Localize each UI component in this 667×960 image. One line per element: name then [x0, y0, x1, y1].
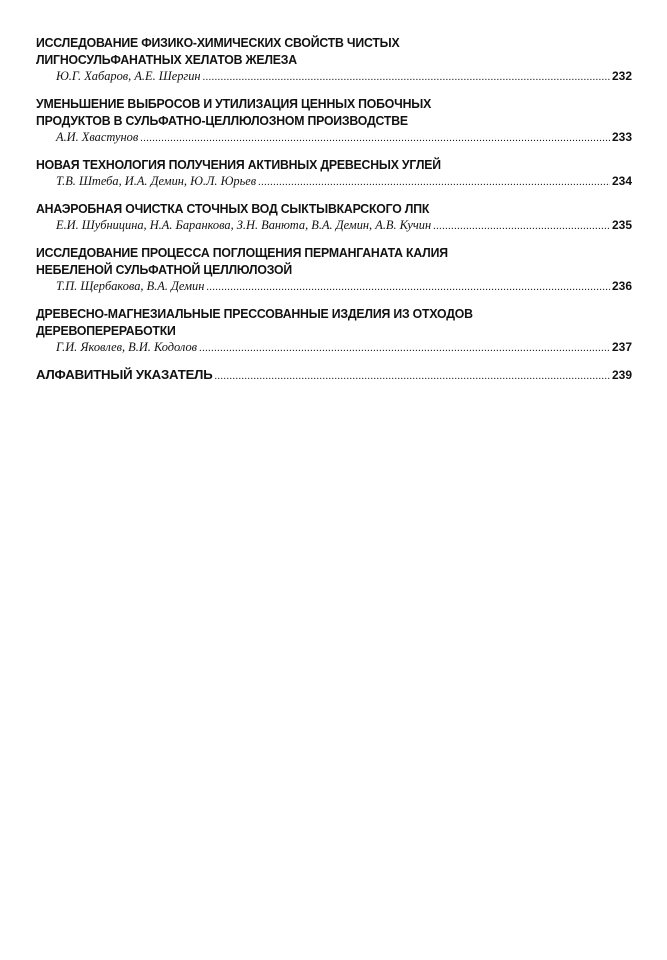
toc-entry-title: НЕБЕЛЕНОЙ СУЛЬФАТНОЙ ЦЕЛЛЮЛОЗОЙ: [36, 262, 293, 277]
toc-entry-authors: Ю.Г. Хабаров, А.Е. Шергин: [56, 69, 201, 83]
dot-leader: [203, 70, 610, 86]
dot-leader: [433, 219, 610, 235]
toc-entry-title: ПРОДУКТОВ В СУЛЬФАТНО-ЦЕЛЛЮЛОЗНОМ ПРОИЗВОДСТВЕ: [36, 113, 408, 128]
toc-entry-authors: А.И. Хвастунов: [56, 130, 139, 144]
toc-entry-page: 233: [611, 130, 632, 144]
toc-entry-title: ИССЛЕДОВАНИЕ ФИЗИКО-ХИМИЧЕСКИХ СВОЙСТВ ЧИСТЫХ: [36, 35, 400, 50]
toc-index-page: 239: [611, 368, 632, 382]
toc-entry-authors-line: [36, 217, 632, 235]
dot-leader: [140, 131, 610, 147]
toc-entry[interactable]: [36, 244, 632, 296]
toc-entry[interactable]: [36, 34, 632, 86]
dot-leader: [215, 371, 610, 382]
toc-entry-title: НОВАЯ ТЕХНОЛОГИЯ ПОЛУЧЕНИЯ АКТИВНЫХ ДРЕВЕСНЫХ УГЛЕЙ: [36, 157, 441, 172]
toc-index-line: [36, 366, 632, 383]
toc-entry-title: ДЕРЕВОПЕРЕРАБОТКИ: [36, 323, 176, 338]
toc-entry-authors-line: [36, 278, 632, 296]
toc-entry-page: 237: [611, 340, 632, 354]
toc-index-entry[interactable]: [36, 366, 632, 383]
toc-entry-page: 236: [611, 279, 632, 293]
toc-entry[interactable]: [36, 95, 632, 147]
dot-leader: [206, 280, 610, 296]
toc-entry-title: ИССЛЕДОВАНИЕ ПРОЦЕССА ПОГЛОЩЕНИЯ ПЕРМАНГАНАТА КАЛИЯ: [36, 245, 448, 260]
toc-entry-page: 232: [611, 69, 632, 83]
dot-leader: [199, 341, 610, 357]
toc-entry-authors-line: [36, 339, 632, 357]
toc-entry-title: ЛИГНОСУЛЬФАНАТНЫХ ХЕЛАТОВ ЖЕЛЕЗА: [36, 52, 297, 67]
toc-entry-title: УМЕНЬШЕНИЕ ВЫБРОСОВ И УТИЛИЗАЦИЯ ЦЕННЫХ ПОБОЧНЫХ: [36, 96, 432, 111]
toc-entry-authors: Т.П. Щербакова, В.А. Демин: [56, 279, 205, 293]
toc-entry-page: 235: [611, 218, 632, 232]
toc-entry-authors: Г.И. Яковлев, В.И. Кодолов: [56, 340, 198, 354]
toc-entry-authors: Е.И. Шубницина, Н.А. Баранкова, З.Н. Ванюта, В.А. Демин, А.В. Кучин: [56, 218, 432, 232]
toc-entry[interactable]: [36, 200, 632, 235]
toc-entry-title: АНАЭРОБНАЯ ОЧИСТКА СТОЧНЫХ ВОД СЫКТЫВКАРСКОГО ЛПК: [36, 201, 430, 216]
toc-entry-authors-line: [36, 129, 632, 147]
toc-entry-authors-line: [36, 173, 632, 191]
toc-entry-authors-line: [36, 68, 632, 86]
dot-leader: [258, 175, 610, 191]
toc-entry[interactable]: [36, 305, 632, 357]
toc-entry-authors: Т.В. Штеба, И.А. Демин, Ю.Л. Юрьев: [56, 174, 257, 188]
toc-entry-page: 234: [611, 174, 632, 188]
toc-entry-title: ДРЕВЕСНО-МАГНЕЗИАЛЬНЫЕ ПРЕССОВАННЫЕ ИЗДЕЛИЯ ИЗ ОТХОДОВ: [36, 306, 473, 321]
toc-entry[interactable]: [36, 156, 632, 191]
toc-index-title: АЛФАВИТНЫЙ УКАЗАТЕЛЬ: [36, 367, 213, 382]
table-of-contents: [36, 34, 632, 392]
